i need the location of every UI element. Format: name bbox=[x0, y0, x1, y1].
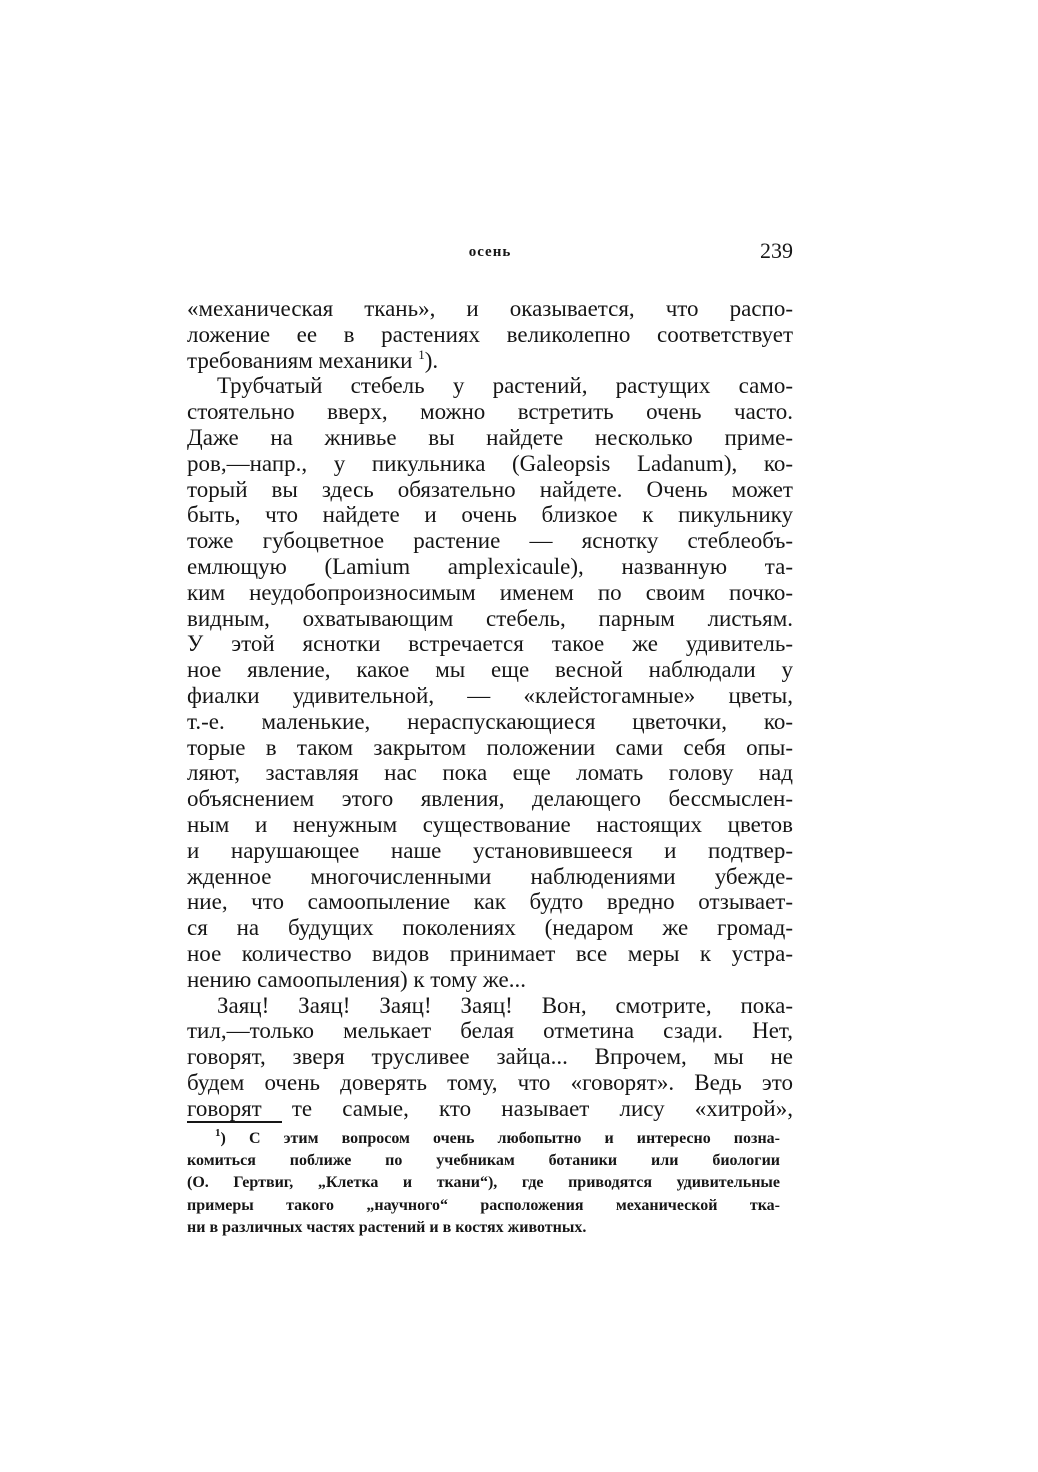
paragraph-start-line: Заяц! Заяц! Заяц! Заяц! Вон, смотрите, пока- bbox=[217, 992, 793, 1018]
footnote-marker: 1 bbox=[215, 1127, 221, 1139]
text-line: ров,—напр., у пикульника (Galeopsis Ladanum), ко- bbox=[187, 450, 793, 476]
text-line: и нарушающее наше установившееся и подтвер- bbox=[187, 837, 793, 863]
text-line: Даже на жнивье вы найдете несколько приме- bbox=[187, 424, 793, 450]
text-line: тоже губоцветное растение — яснотку стеблеобъ- bbox=[187, 528, 793, 554]
footnote-text: ) С этим вопросом очень любопытно и интересно позна- bbox=[220, 1130, 780, 1147]
footnote-divider bbox=[187, 1121, 282, 1123]
text-line: говорят те самые, кто называет лису «хитрой», bbox=[187, 1095, 793, 1121]
text-line: нению самоопыления) к тому же... bbox=[187, 966, 526, 992]
text-line: т.-е. маленькие, нераспускающиеся цветочки, ко- bbox=[187, 708, 793, 734]
text-line: видным, охватывающим стебель, парным листьям. bbox=[187, 605, 793, 631]
text-line: торые в таком закрытом положении сами себя опы- bbox=[187, 734, 793, 760]
text-line: объяснением этого явления, делающего бессмыслен- bbox=[187, 786, 793, 812]
footnote bbox=[187, 1128, 780, 1239]
text-line: быть, что найдете и очень близкое к пикульнику bbox=[187, 502, 793, 528]
text-line: говорят, зверя трусливее зайца... Впрочем, мы не bbox=[187, 1044, 793, 1070]
text-line: ным и ненужным существование настоящих цветов bbox=[187, 811, 793, 837]
text-line: ложение ее в растениях великолепно соответствует bbox=[187, 321, 793, 347]
text-line: ное количество видов принимает все меры к устра- bbox=[187, 940, 793, 966]
footnote-reference: 1 bbox=[418, 346, 425, 362]
body-text bbox=[187, 296, 793, 1122]
footnote-line: ни в различных частях растений и в костях животных. bbox=[187, 1218, 587, 1236]
paragraph-start-line: Трубчатый стебель у растений, растущих само- bbox=[217, 373, 793, 399]
text-line: ние, что самоопыление как будто вредно отзывает- bbox=[187, 889, 793, 915]
running-title: осень bbox=[468, 244, 512, 260]
text-line: ким неудобопроизносимым именем по своим почко- bbox=[187, 579, 793, 605]
running-head bbox=[187, 236, 793, 266]
text-line: ляют, заставляя нас пока еще ломать голову над bbox=[187, 760, 793, 786]
footnote-reference-tail: ). bbox=[424, 347, 439, 373]
page-number: 239 bbox=[760, 238, 793, 263]
text-line: тил,—только мелькает белая отметина сзади. Нет, bbox=[187, 1018, 793, 1044]
text-line: жденное многочисленными наблюдениями убежде- bbox=[187, 863, 793, 889]
text-line: требованиям механики bbox=[187, 347, 413, 373]
text-line: ся на будущих поколениях (недаром же громад- bbox=[187, 915, 793, 941]
text-line: стоятельно вверх, можно встретить очень часто. bbox=[187, 399, 793, 425]
text-line: будем очень доверять тому, что «говорят». Ведь это bbox=[187, 1069, 793, 1095]
footnote-line: комиться поближе по учебникам ботаники или биологии bbox=[187, 1152, 780, 1170]
footnote-line: примеры такого „научного“ расположения механической тка- bbox=[187, 1196, 780, 1214]
text-line: емлющую (Lamium amplexicaule), названную та- bbox=[187, 553, 793, 579]
text-line: ное явление, какое мы еще весной наблюдали у bbox=[187, 657, 793, 683]
footnote-line: (О. Гертвиг, „Клетка и ткани“), где приводятся удивительные bbox=[187, 1174, 780, 1192]
footnote-line bbox=[187, 1128, 780, 1150]
text-line: «механическая ткань», и оказывается, что распо- bbox=[187, 296, 793, 321]
text-line: фиалки удивительной, — «клейстогамные» цветы, bbox=[187, 682, 793, 708]
text-line: У этой яснотки встречается такое же удивитель- bbox=[187, 631, 793, 657]
text-line-with-footnote-ref bbox=[187, 348, 793, 374]
text-line: торый вы здесь обязательно найдете. Очень может bbox=[187, 476, 793, 502]
